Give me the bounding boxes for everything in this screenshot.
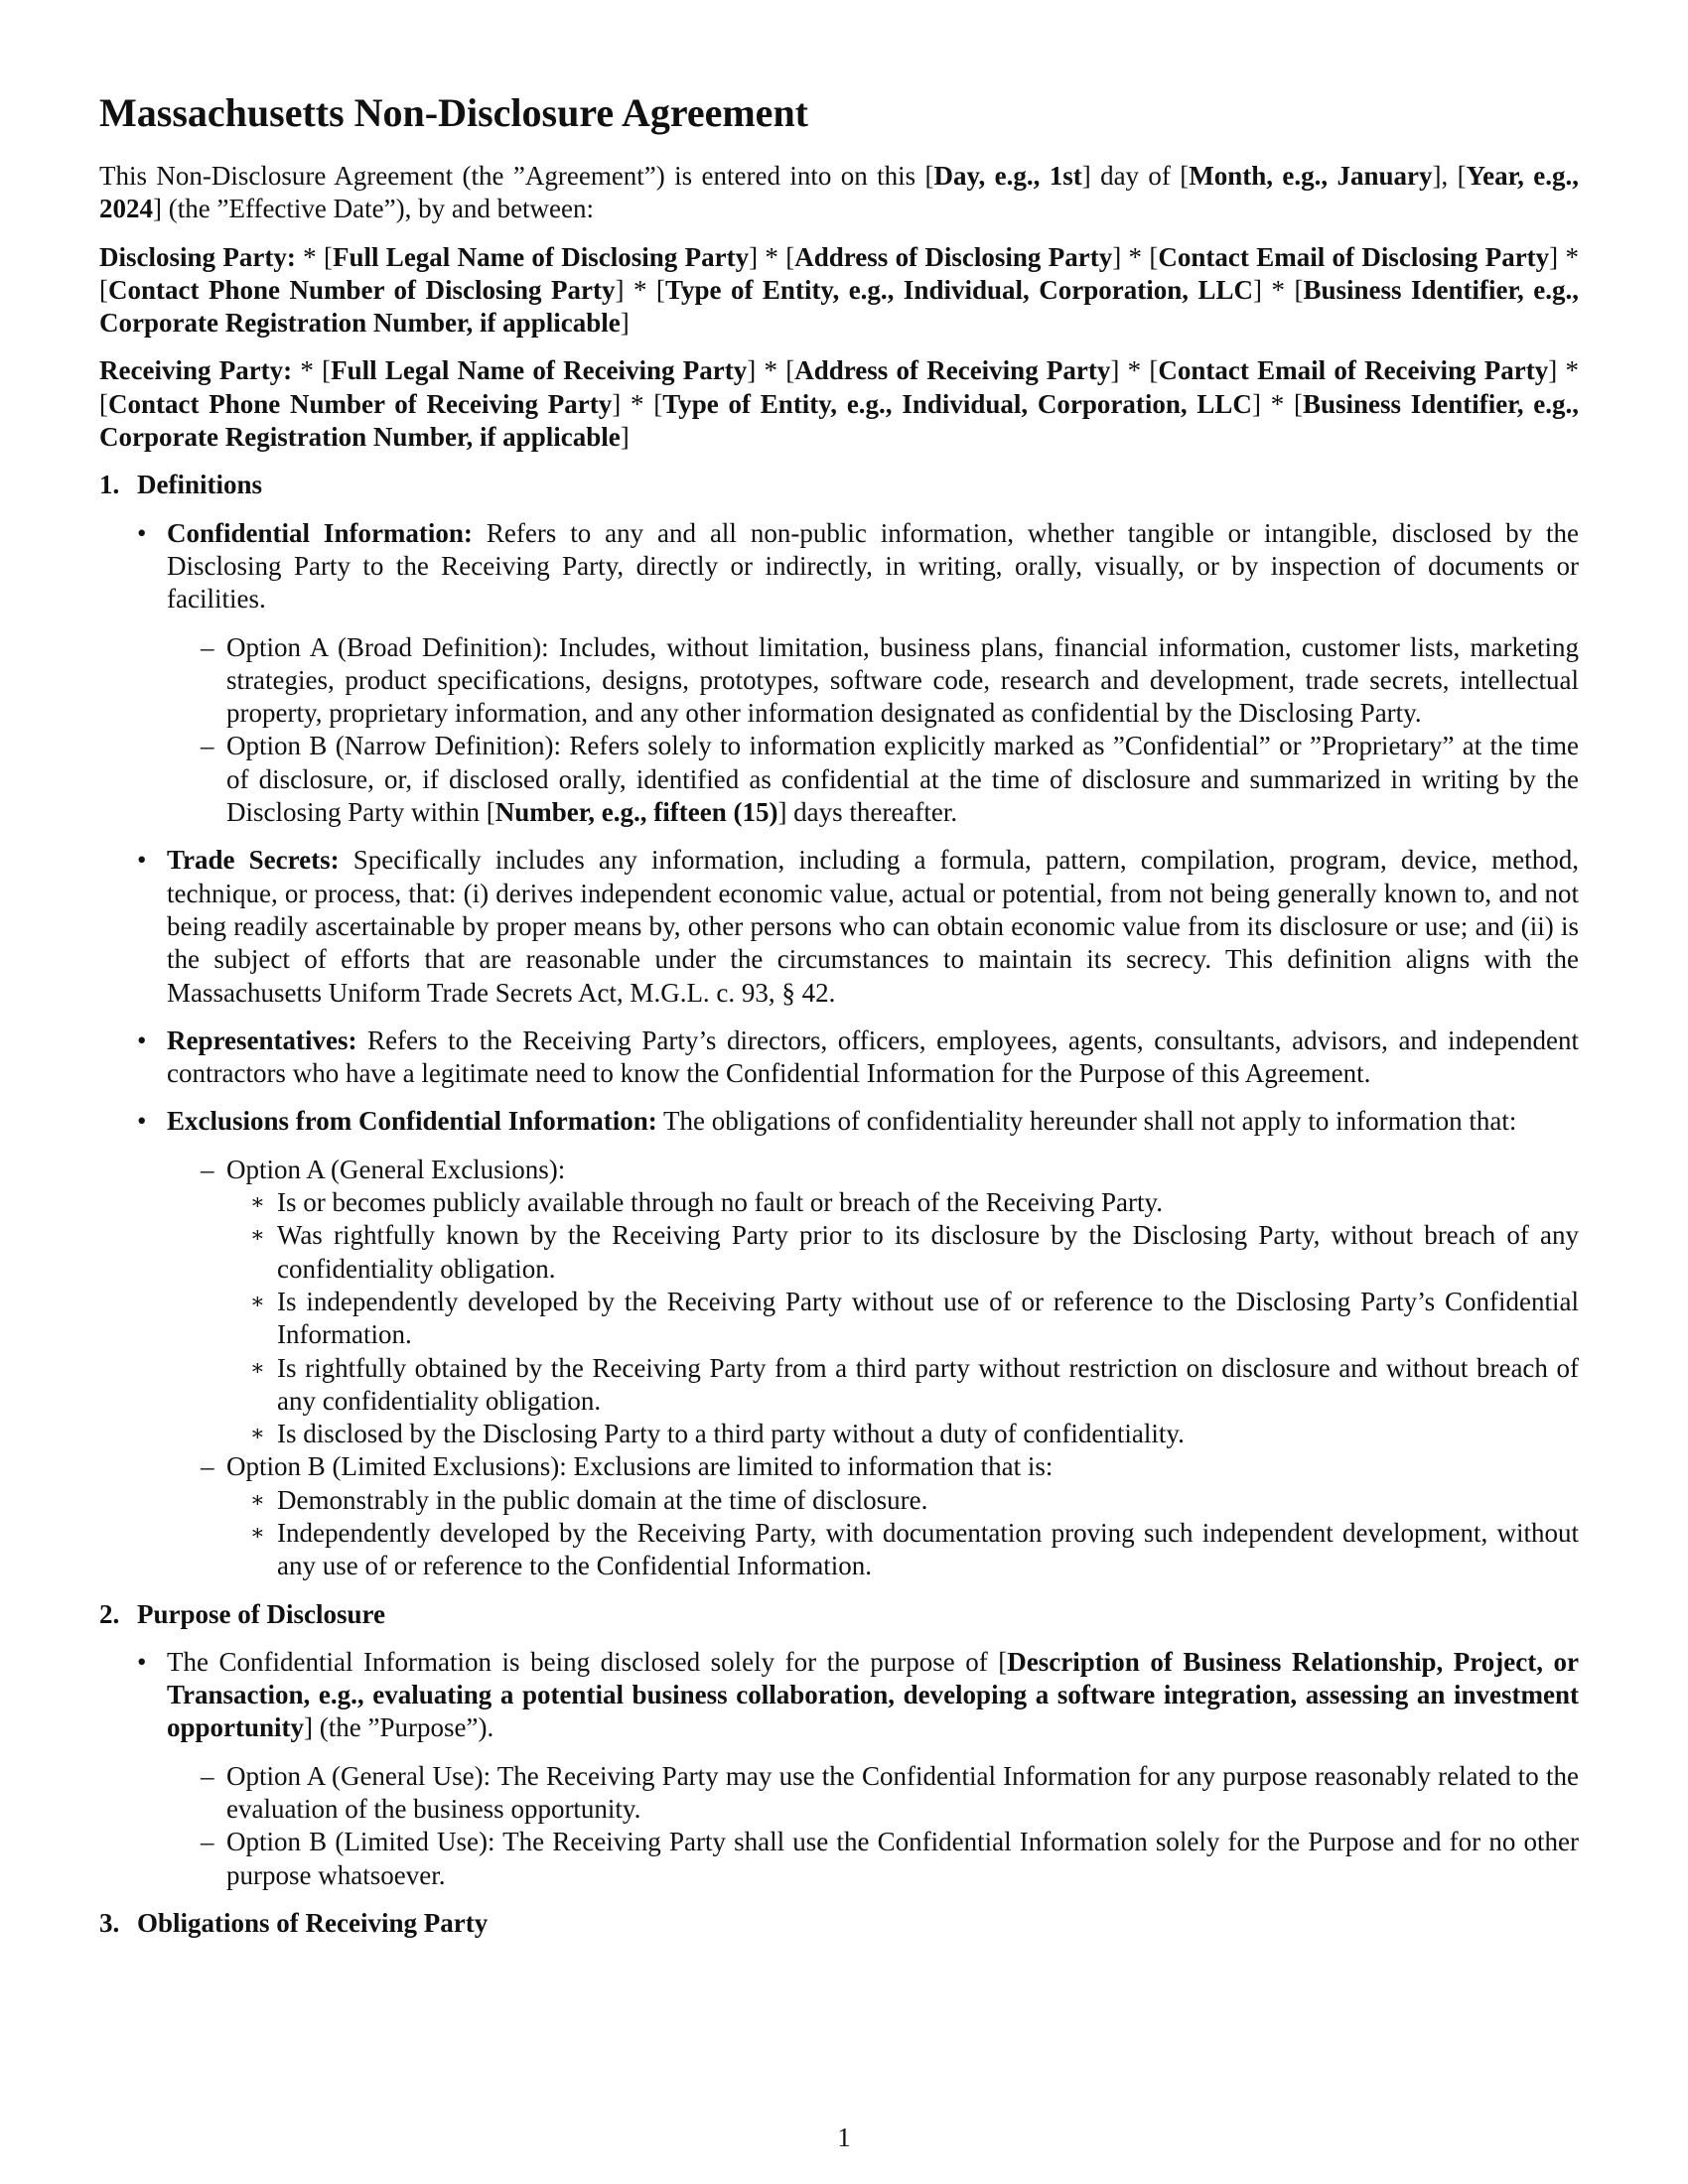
separator-text: ] * [ <box>1253 274 1304 305</box>
option-text-part: ] days thereafter. <box>777 797 958 828</box>
term-label: Representatives: <box>167 1024 357 1055</box>
list-item-purpose <box>99 1646 1579 1892</box>
term-label: Confidential Information: <box>167 517 473 548</box>
option-list <box>167 1760 1579 1892</box>
bullet-marker: • <box>137 517 147 548</box>
separator-text: ] * [ <box>1251 388 1303 419</box>
sub-option-item <box>226 1352 1579 1419</box>
term-definition: Refers to the Receiving Party’s directors, officers, employees, agents, consultants, advisors, and independent contractors who have a legitimate need to know the Confidential Information for the Purpose of this Agreement. <box>167 1024 1579 1089</box>
disclosing-party-label: Disclosing Party: <box>99 241 296 272</box>
star-marker: ∗ <box>250 1190 265 1216</box>
separator-text: ] * [ <box>99 241 1579 305</box>
list-item-exclusions <box>99 1105 1579 1582</box>
list-item-text <box>167 1105 1579 1138</box>
bullet-marker: • <box>137 1024 147 1055</box>
list-item-text <box>167 1646 1579 1745</box>
disclosing-party-paragraph <box>99 241 1579 341</box>
option-item-b <box>167 730 1579 829</box>
star-marker: ∗ <box>250 1355 265 1381</box>
placeholder-legal-name: Full Legal Name of Disclosing Party <box>332 241 750 272</box>
option-item-a <box>167 1154 1579 1451</box>
separator-text: ] * [ <box>1110 355 1159 386</box>
dash-marker: – <box>201 1760 214 1791</box>
placeholder-legal-name: Full Legal Name of Receiving Party <box>331 355 748 386</box>
purpose-text: ] (the ”Purpose”). <box>304 1712 494 1743</box>
dash-marker: – <box>201 1154 214 1184</box>
option-text: Option A (General Use): The Receiving Party may use the Confidential Information for any purpose reasonably related to the evaluation of the business opportunity. <box>226 1760 1579 1825</box>
section-title: Obligations of Receiving Party <box>137 1907 489 1938</box>
section-title: Purpose of Disclosure <box>137 1598 385 1629</box>
section-heading-obligations <box>99 1907 1579 1940</box>
option-text-part: Option B (Narrow Definition): Refers solely to information explicitly marked as ”Confidential” or ”Proprietary” at the time of disclosure, or, if disclosed orally, identified as confidential at the time of disclosure and summarized in writing by the Disclosing Party within [ <box>226 731 1579 828</box>
separator-text: ] * [ <box>615 274 665 305</box>
sub-option-item <box>226 1186 1579 1219</box>
placeholder-month: Month, e.g., January <box>1189 161 1433 191</box>
term-definition: The obligations of confidentiality hereunder shall not apply to information that: <box>656 1106 1517 1137</box>
sub-option-text: Independently developed by the Receiving Party, with documentation proving such independent development, without any use of or reference to the Confidential Information. <box>277 1517 1579 1581</box>
sub-option-item <box>226 1517 1579 1583</box>
receiving-party-paragraph <box>99 354 1579 454</box>
placeholder-address: Address of Receiving Party <box>794 355 1111 386</box>
placeholder-email: Contact Email of Receiving Party <box>1158 355 1549 386</box>
sub-option-item <box>226 1286 1579 1352</box>
section-heading-definitions <box>99 469 1579 501</box>
list-item-trade-secrets <box>99 844 1579 1009</box>
sub-option-text: Is independently developed by the Receiving Party without use of or reference to the Disclosing Party’s Confidential Information. <box>277 1286 1579 1350</box>
list-item-text <box>167 844 1579 1009</box>
option-item-b <box>167 1826 1579 1892</box>
section-heading-purpose <box>99 1598 1579 1631</box>
dash-marker: – <box>201 631 214 662</box>
option-text: Option B (Limited Exclusions): Exclusions are limited to information that is: <box>226 1451 1054 1482</box>
term-label: Exclusions from Confidential Information: <box>167 1106 657 1137</box>
separator-text: ] * [ <box>747 355 795 386</box>
bullet-marker: • <box>137 1646 147 1677</box>
separator-text: * [ <box>295 241 333 272</box>
sub-option-item <box>226 1219 1579 1286</box>
star-marker: ∗ <box>250 1289 265 1314</box>
separator-text: ] * [ <box>749 241 795 272</box>
placeholder-entity-type: Type of Entity, e.g., Individual, Corporation, LLC <box>664 274 1253 305</box>
term-label: Trade Secrets: <box>167 845 340 876</box>
option-text: Option A (Broad Definition): Includes, without limitation, business plans, financial information, customer lists, marketing strategies, product specifications, designs, prototypes, software code, research and development, trade secrets, intellectual property, proprietary information, and any other information designated as confidential by the Disclosing Party. <box>226 631 1579 729</box>
sub-option-text: Is disclosed by the Disclosing Party to a third party without a duty of confidentiality. <box>277 1419 1185 1449</box>
placeholder-day: Day, e.g., 1st <box>933 161 1082 191</box>
separator-text: ] <box>620 422 630 453</box>
option-item-a <box>167 631 1579 731</box>
option-item-b <box>167 1450 1579 1582</box>
intro-paragraph <box>99 160 1579 226</box>
sub-option-item <box>226 1418 1579 1450</box>
section-number: 2. <box>99 1598 120 1629</box>
option-text <box>226 730 1579 829</box>
list-item-text <box>167 517 1579 616</box>
receiving-party-label: Receiving Party: <box>99 355 293 386</box>
option-list <box>167 631 1579 830</box>
option-list <box>167 1154 1579 1583</box>
placeholder-address: Address of Disclosing Party <box>794 241 1113 272</box>
star-marker: ∗ <box>250 1487 265 1513</box>
list-item-representatives <box>99 1024 1579 1091</box>
intro-text: This Non-Disclosure Agreement (the ”Agreement”) is entered into on this [ <box>99 161 934 191</box>
term-definition: Refers to any and all non-public information, whether tangible or intangible, disclosed by the Disclosing Party to the Receiving Party, directly or indirectly, in writing, orally, visually, or by inspection of documents or facilities. <box>167 517 1579 614</box>
sub-option-list <box>226 1186 1579 1450</box>
star-marker: ∗ <box>250 1223 265 1249</box>
sub-option-text: Is or becomes publicly available through no fault or breach of the Receiving Party. <box>277 1187 1163 1218</box>
sub-option-text: Was rightfully known by the Receiving Party prior to its disclosure by the Disclosing Party, without breach of any confidentiality obligation. <box>277 1220 1579 1284</box>
list-item-text <box>167 1024 1579 1091</box>
sub-option-item <box>226 1484 1579 1517</box>
document-title: Massachusetts Non-Disclosure Agreement <box>99 90 809 135</box>
option-text: Option A (General Exclusions): <box>226 1154 566 1184</box>
option-item-a <box>167 1760 1579 1827</box>
list-item-confidential-information <box>99 517 1579 830</box>
intro-text: ], [ <box>1432 161 1467 191</box>
dash-marker: – <box>201 1451 214 1482</box>
separator-text: ] * [ <box>612 388 663 419</box>
purpose-text: The Confidential Information is being disclosed solely for the purpose of [ <box>167 1646 1008 1677</box>
page-number: 1 <box>837 2122 851 2152</box>
section-number: 3. <box>99 1907 120 1938</box>
sub-option-text: Is rightfully obtained by the Receiving Party from a third party without restriction on disclosure and without breach of any confidentiality obligation. <box>277 1352 1579 1416</box>
dash-marker: – <box>201 731 214 761</box>
sub-option-list <box>226 1484 1579 1583</box>
star-marker: ∗ <box>250 1520 265 1546</box>
placeholder-business-identifier: Business Identifier, e.g., Corporate Registration Number, if applicable <box>99 388 1580 453</box>
bullet-marker: • <box>137 845 147 876</box>
placeholder-phone: Contact Phone Number of Disclosing Party <box>108 274 616 305</box>
separator-text: ] <box>620 308 630 339</box>
separator-text: * [ <box>292 355 332 386</box>
document-body <box>99 88 1579 1955</box>
term-definition: Specifically includes any information, including a formula, pattern, compilation, program, device, method, technique, or process, that: (i) derives independent economic value, actual or potential, from not being generally known to, and not being readily ascertainable by proper means by, other persons who can obtain economic value from its disclosure or use; and (ii) is the subject of efforts that are reasonable under the circumstances to maintain its secrecy. This definition aligns with the Massachusetts Uniform Trade Secrets Act, M.G.L. c. 93, § 42. <box>167 845 1579 1008</box>
section-title: Definitions <box>137 470 263 500</box>
placeholder-purpose-description: Description of Business Relationship, Project, or Transaction, e.g., evaluating a potential business collaboration, developing a software integration, assessing an investment opportunity <box>167 1646 1579 1743</box>
option-text: Option B (Limited Use): The Receiving Party shall use the Confidential Information solely for the Purpose and for no other purpose whatsoever. <box>226 1827 1579 1890</box>
placeholder-email: Contact Email of Disclosing Party <box>1158 241 1550 272</box>
placeholder-number-of-days: Number, e.g., fifteen (15) <box>494 797 778 828</box>
placeholder-business-identifier: Business Identifier, e.g., Corporate Registration Number, if applicable <box>99 274 1580 339</box>
intro-text: ] (the ”Effective Date”), by and between: <box>153 194 595 224</box>
placeholder-year: Year, e.g., 2024 <box>99 161 1579 224</box>
separator-text: ] * [ <box>99 355 1579 419</box>
placeholder-entity-type: Type of Entity, e.g., Individual, Corporation, LLC <box>662 388 1252 419</box>
dash-marker: – <box>201 1827 214 1857</box>
sub-option-text: Demonstrably in the public domain at the time of disclosure. <box>277 1484 928 1515</box>
intro-text: ] day of [ <box>1081 161 1190 191</box>
star-marker: ∗ <box>250 1422 265 1447</box>
separator-text: ] * [ <box>1112 241 1159 272</box>
section-number: 1. <box>99 470 120 500</box>
placeholder-phone: Contact Phone Number of Receiving Party <box>108 388 613 419</box>
bullet-marker: • <box>137 1106 147 1137</box>
